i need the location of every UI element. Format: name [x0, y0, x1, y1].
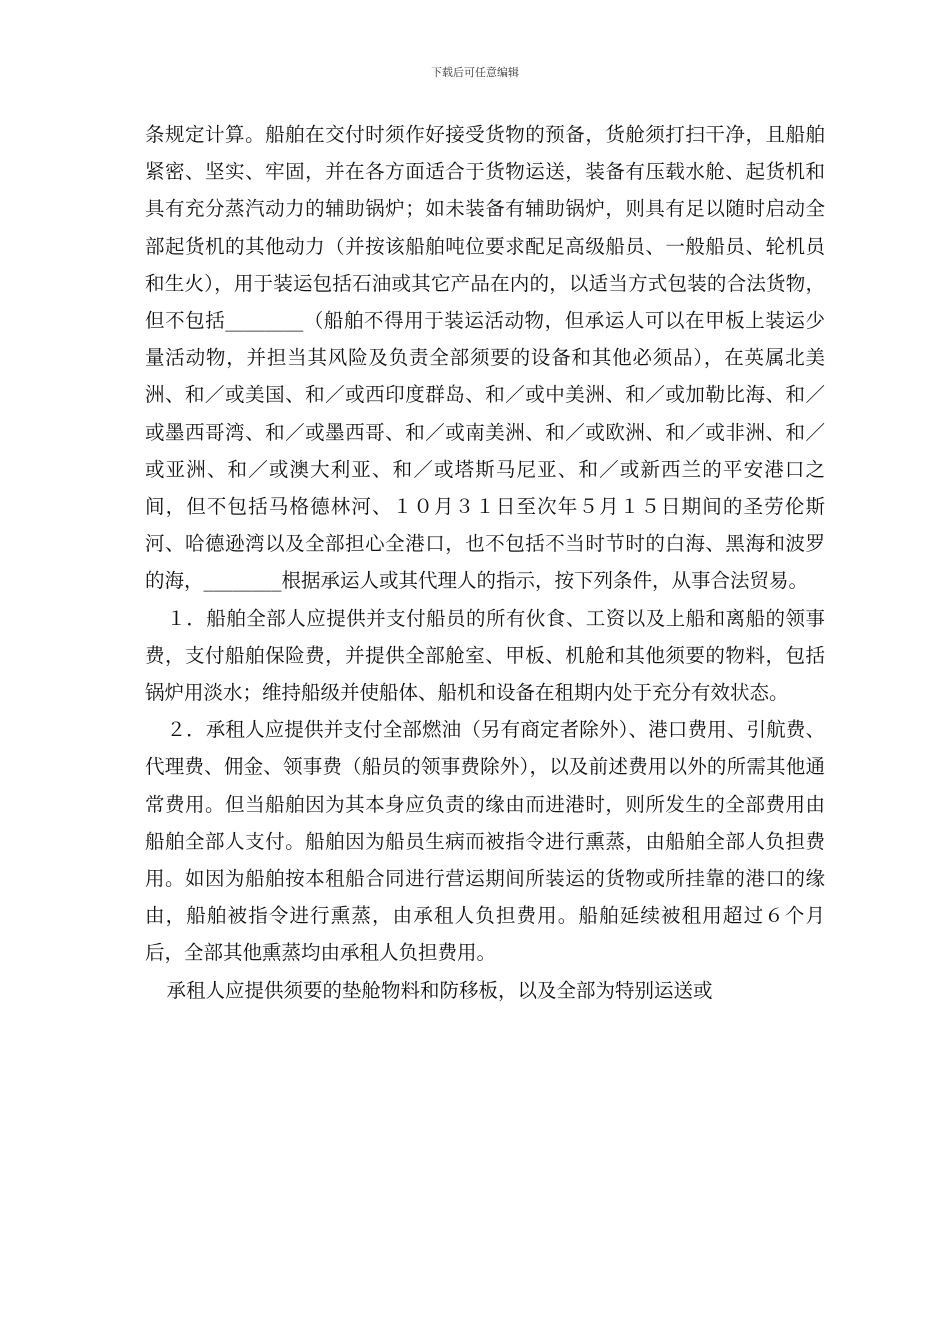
paragraph-clause-1: １．船舶全部人应提供并支付船员的所有伙食、工资以及上船和离船的领事费，支付船舶保险费，并提供全部舱室、甲板、机舱和其他须要的物料，包括锅炉用淡水；维持船级并使船体、船机和设备在租期内处于充分有效状态。	[145, 606, 825, 705]
page-header: 下载后可任意编辑	[431, 66, 519, 79]
document-body	[145, 116, 825, 1009]
paragraph-charter-terms: 条规定计算。船舶在交付时须作好接受货物的预备，货舱须打扫干净，且船舶紧密、坚实、牢固，并在各方面适合于货物运送，装备有压载水舱、起货机和具有充分蒸汽动力的辅助锅炉；如未装备有辅助锅炉，则具有足以随时启动全部起货机的其他动力（并按该船舶吨位要求配足高级船员、一般船员、轮机员和生火），用于装运包括石油或其它产品在内的，以适当方式包装的合法货物，但不包括________（船舶不得用于装运活动物，但承运人可以在甲板上装运少量活动物，并担当其风险及负责全部须要的设备和其他必须品），在英属北美洲、和／或美国、和／或西印度群岛、和／或中美洲、和／或加勒比海、和／或墨西哥湾、和／或墨西哥、和／或南美洲、和／或欧洲、和／或非洲、和／或亚洲、和／或澳大利亚、和／或塔斯马尼亚、和／或新西兰的平安港口之间，但不包括马格德林河、１０月３１日至次年５月１５日期间的圣劳伦斯河、哈德逊湾以及全部担心全港口，也不包括不当时节时的白海、黑海和波罗的海，________根据承运人或其代理人的指示，按下列条件，从事合法贸易。	[145, 123, 825, 593]
paragraph-dunnage: 承租人应提供须要的垫舱物料和防移板，以及全部为特别运送或	[166, 978, 713, 1002]
paragraph-clause-2: ２．承租人应提供并支付全部燃油（另有商定者除外）、港口费用、引航费、代理费、佣金、领事费（船员的领事费除外），以及前述费用以外的所需其他通常费用。但当船舶因为其本身应负责的缘由而进港时，则所发生的全部费用由船舶全部人支付。船舶因为船员生病而被指令进行熏蒸，由船舶全部人负担费用。如因为船舶按本租船合同进行营运期间所装运的货物或所挂靠的港口的缘由，船舶被指令进行熏蒸，由承租人负担费用。船舶延续被租用超过６个月后，全部其他熏蒸均由承租人负担费用。	[145, 718, 825, 965]
